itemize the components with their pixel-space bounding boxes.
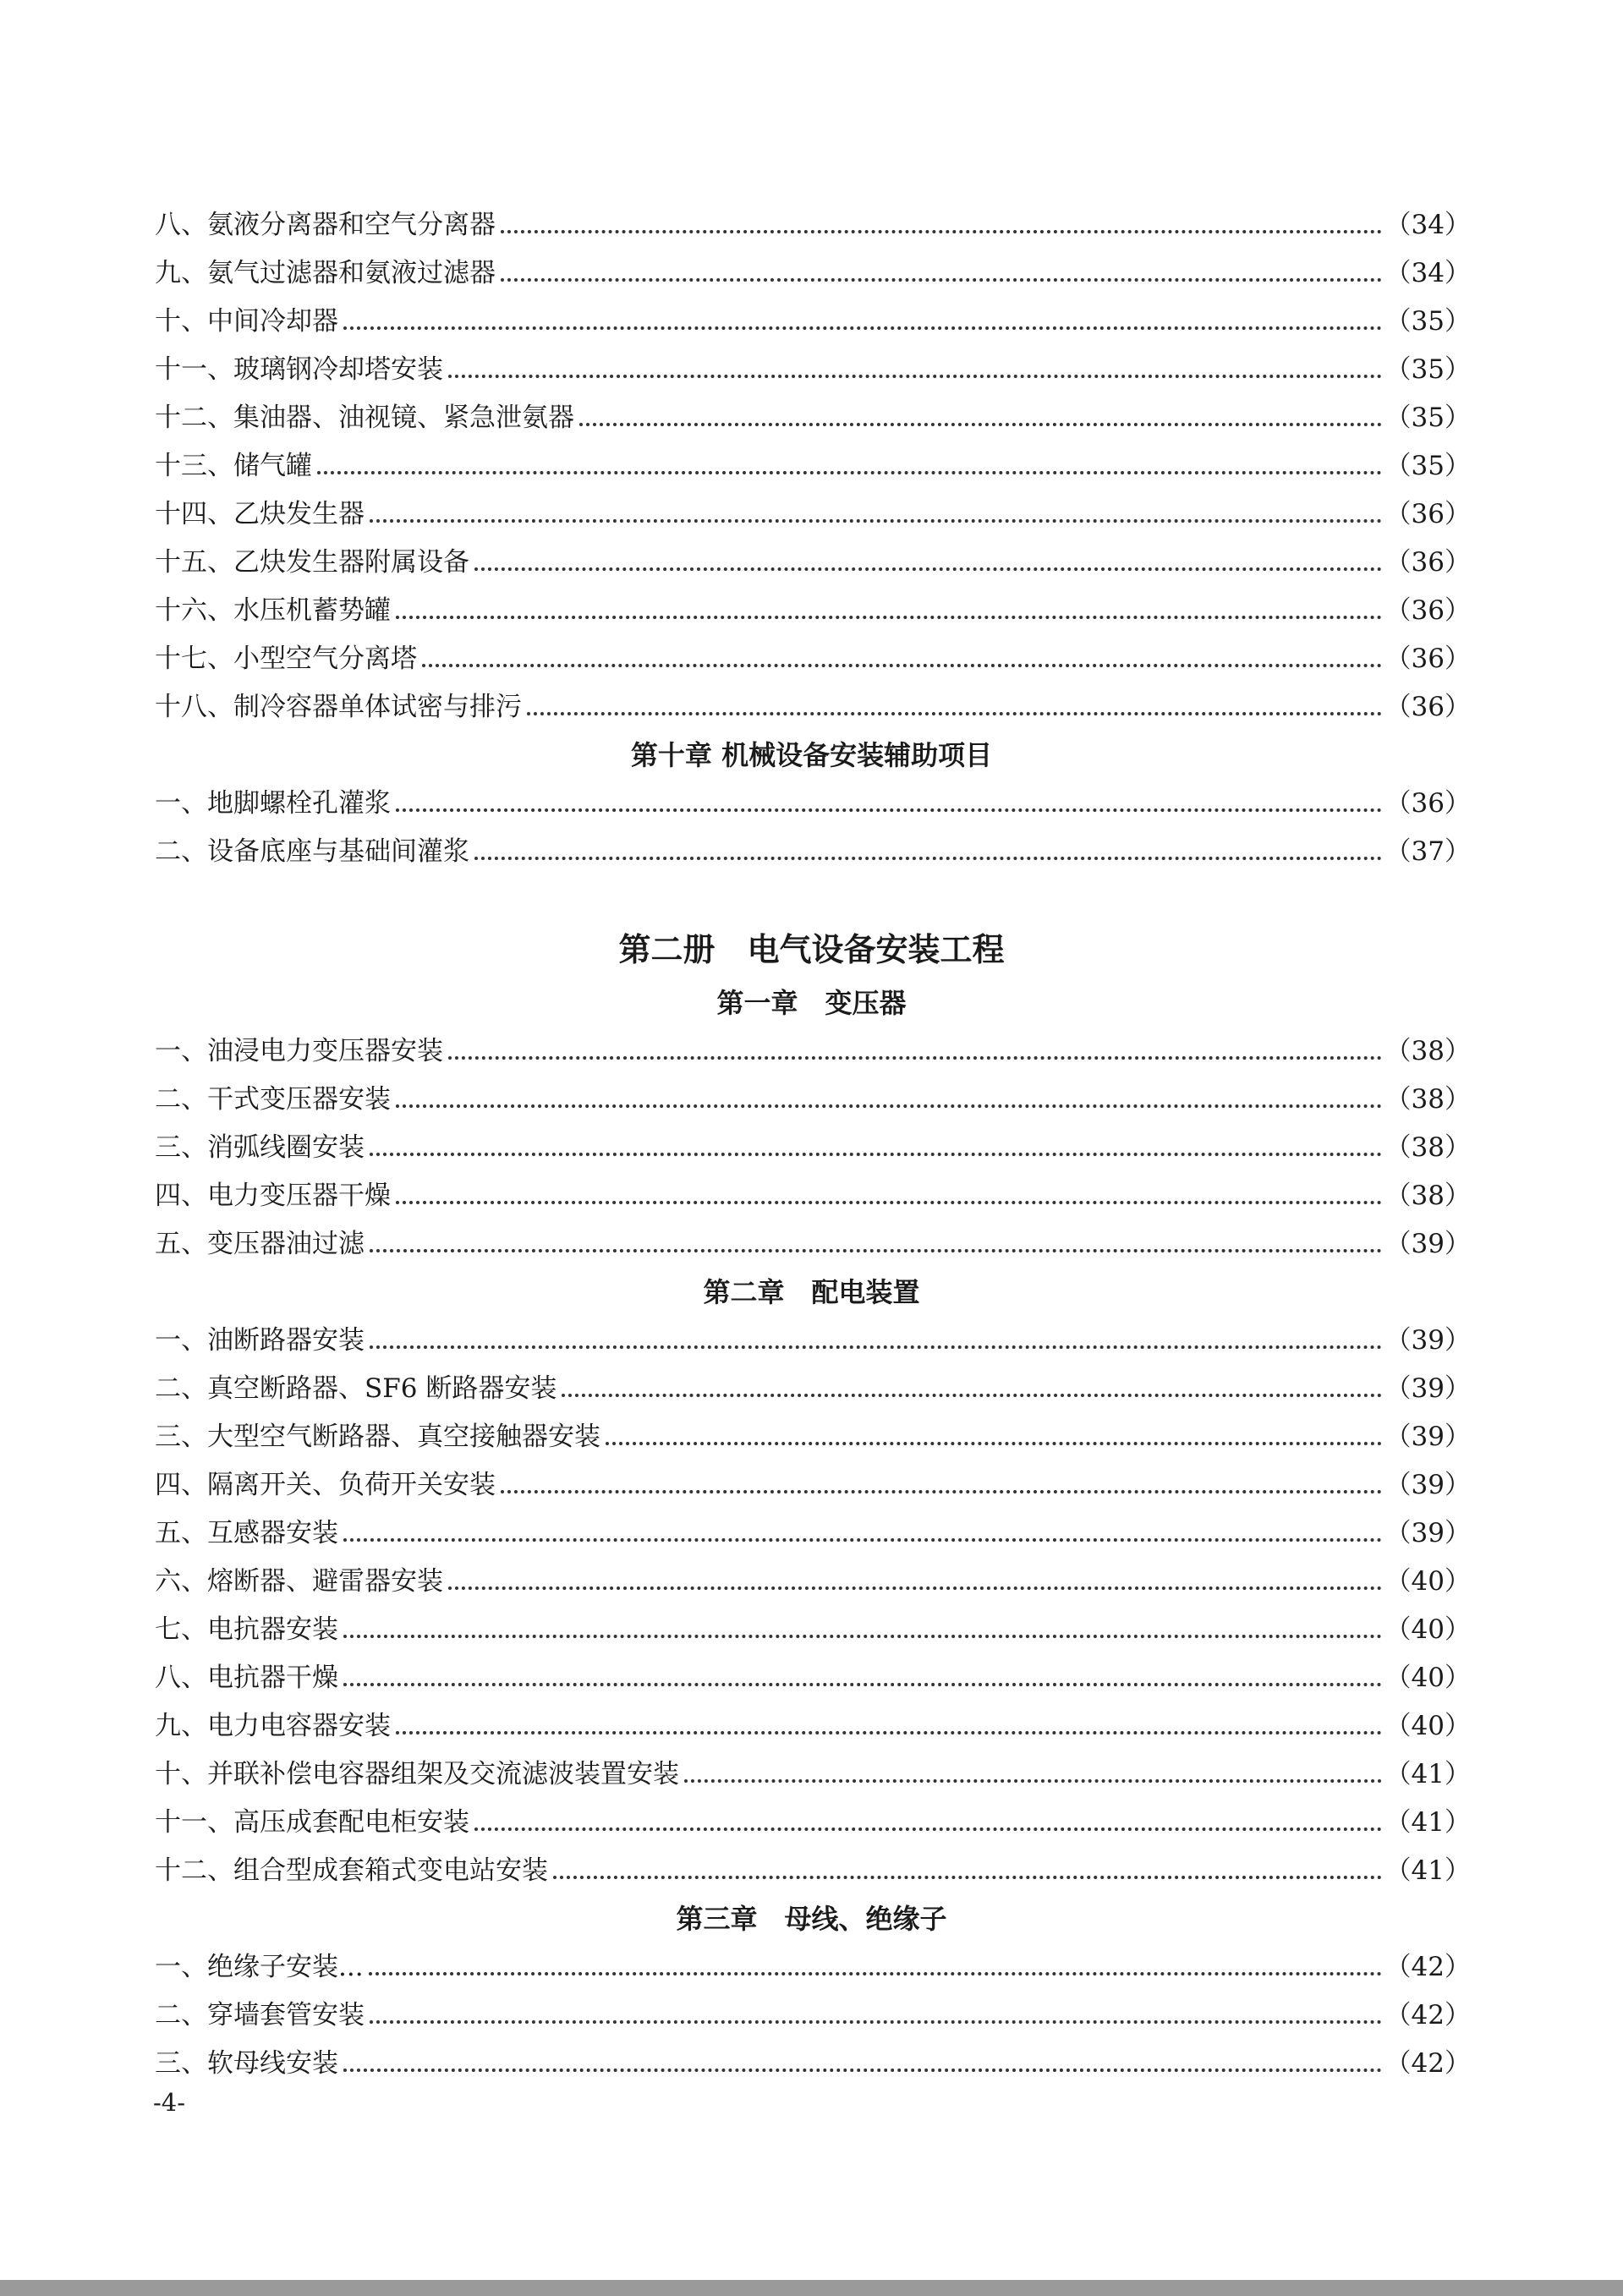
toc-entry: [155, 1368, 1471, 1409]
toc-entry-title: 一、油浸电力变压器安装: [155, 1036, 443, 1066]
toc-entry-page: （42）: [1384, 2048, 1471, 2079]
toc-entry-page: （38）: [1384, 1181, 1471, 1211]
toc-leader-dots: [562, 1394, 1381, 1397]
toc-entry-title: 十六、水压机蓄势罐: [155, 595, 391, 626]
toc-leader-dots: [343, 2069, 1382, 2072]
toc-entry-page: （39）: [1384, 1470, 1471, 1500]
toc-entry-title: 十五、乙炔发生器附属设备: [155, 547, 469, 578]
toc-entry: [155, 1850, 1471, 1891]
toc-entry: [155, 1465, 1471, 1505]
toc-entry: [155, 2043, 1471, 2084]
toc-leader-dots: [396, 616, 1382, 619]
toc-leader-dots: [501, 278, 1382, 282]
toc-leader-dots: [448, 1586, 1382, 1590]
toc-leader-dots: [396, 808, 1382, 812]
page-number: -4-: [153, 2088, 186, 2117]
toc-entry-title: 九、氨气过滤器和氨液过滤器: [155, 258, 496, 288]
toc-entry-page: （38）: [1384, 1132, 1471, 1163]
toc-entry: [155, 1175, 1471, 1216]
toc-entry: [155, 1320, 1471, 1361]
toc-leader-dots: [527, 712, 1382, 715]
toc-entry-title: 一、油断路器安装: [155, 1325, 365, 1356]
toc-entry: [155, 301, 1471, 342]
toc-leader-dots: [474, 1827, 1382, 1831]
toc-entry-page: （40）: [1384, 1663, 1471, 1693]
toc-entry-page: （35）: [1384, 306, 1471, 337]
toc-entry: [155, 638, 1471, 679]
toc-entry-page: （40）: [1384, 1614, 1471, 1645]
toc-entry-title: 二、设备底座与基础间灌浆: [155, 836, 469, 867]
toc-entry: [155, 1031, 1471, 1071]
toc-entry-page: （39）: [1384, 1229, 1471, 1259]
toc-entry-title: 五、变压器油过滤: [155, 1229, 365, 1259]
toc-entry: [155, 831, 1471, 872]
toc-entry-title: 二、干式变压器安装: [155, 1084, 391, 1115]
toc-entry-page: （36）: [1384, 595, 1471, 626]
toc-leader-dots: [396, 1104, 1382, 1108]
toc-leader-dots: [422, 664, 1382, 667]
chapter-heading: 第十章 机械设备安装辅助项目: [630, 739, 993, 771]
toc-entry-title: 八、电抗器干燥: [155, 1663, 338, 1693]
toc-entry-title: 七、电抗器安装: [155, 1614, 338, 1645]
toc-entry-page: （39）: [1384, 1325, 1471, 1356]
toc-entry-title: 一、地脚螺栓孔灌浆: [155, 788, 391, 819]
toc-entry-page: （41）: [1384, 1759, 1471, 1789]
toc-entry-page: （42）: [1384, 1952, 1471, 1982]
toc-entry: [155, 1802, 1471, 1843]
toc-leader-dots: [501, 1490, 1382, 1493]
toc-entry-title: 二、真空断路器、SF6 断路器安装: [155, 1373, 557, 1404]
toc-entry-title: 九、电力电容器安装: [155, 1711, 391, 1741]
toc-entry-page: （40）: [1384, 1711, 1471, 1741]
toc-entry: [155, 783, 1471, 824]
toc-entry-title: 十二、组合型成套箱式变电站安装: [155, 1855, 548, 1886]
toc-entry-title: 三、消弧线圈安装: [155, 1132, 365, 1163]
toc-leader-dots: [343, 326, 1382, 330]
toc-leader-dots: [369, 1972, 1382, 1975]
toc-entry-page: （37）: [1384, 836, 1471, 867]
toc-entry: [155, 205, 1471, 245]
toc-entry-title: 五、互感器安装: [155, 1518, 338, 1548]
toc-entry-title: 二、穿墙套管安装: [155, 2000, 365, 2030]
toc-entry-page: （36）: [1384, 692, 1471, 722]
toc-entry-page: （34）: [1384, 258, 1471, 288]
toc-entry-page: （36）: [1384, 788, 1471, 819]
volume-heading: 第二册 电气设备安装工程: [618, 930, 1005, 968]
toc-entry: [155, 1947, 1471, 1987]
toc-leader-dots: [317, 471, 1382, 474]
toc-entry-page: （35）: [1384, 354, 1471, 385]
toc-entry-title: 十一、高压成套配电柜安装: [155, 1807, 469, 1838]
toc-entry-title: 十八、制冷容器单体试密与排污: [155, 692, 522, 722]
toc-entry-title: 十四、乙炔发生器: [155, 499, 365, 529]
toc-leader-dots: [448, 375, 1382, 378]
toc-entry-title: 十三、储气罐: [155, 451, 312, 481]
toc-entry: [155, 1417, 1471, 1457]
toc-entry: [155, 1513, 1471, 1553]
toc-entry: [155, 1561, 1471, 1602]
toc-leader-dots: [343, 1683, 1382, 1686]
toc-leader-dots: [370, 1345, 1382, 1349]
toc-leader-dots: [579, 423, 1382, 426]
toc-entry: [155, 1706, 1471, 1746]
toc-leader-dots: [370, 1249, 1382, 1252]
toc-entry: [155, 1754, 1471, 1795]
toc-entry-title: 十七、小型空气分离塔: [155, 644, 417, 674]
toc-entry-page: （35）: [1384, 403, 1471, 433]
toc-entry-title: 十、并联补偿电容器组架及交流滤波装置安装: [155, 1759, 679, 1789]
toc-entry-page: （36）: [1384, 547, 1471, 578]
toc-leader-dots: [448, 1056, 1382, 1060]
toc-leader-dots: [396, 1731, 1382, 1734]
toc-entry-title: 三、大型空气断路器、真空接触器安装: [155, 1422, 600, 1452]
toc-leader-dots: [553, 1876, 1382, 1879]
scan-bottom-edge: [0, 2280, 1623, 2296]
toc-entry: [155, 253, 1471, 293]
toc-entry-page: （35）: [1384, 451, 1471, 481]
toc-entry: [155, 687, 1471, 727]
toc-entry: [155, 1995, 1471, 2036]
toc-leader-dots: [474, 857, 1382, 860]
toc-entry-page: （41）: [1384, 1855, 1471, 1886]
toc-entry: [155, 349, 1471, 390]
toc-entry-page: （42）: [1384, 2000, 1471, 2030]
toc-entry: [155, 1224, 1471, 1264]
toc-entry-page: （39）: [1384, 1422, 1471, 1452]
toc-entry-title: 八、氨液分离器和空气分离器: [155, 210, 496, 240]
chapter-heading: 第三章 母线、绝缘子: [676, 1903, 947, 1935]
toc-entry-title: 六、熔断器、避雷器安装: [155, 1566, 443, 1597]
toc-leader-dots: [474, 567, 1382, 571]
toc-leader-dots: [370, 519, 1382, 523]
toc-entry: [155, 397, 1471, 438]
toc-leader-dots: [396, 1201, 1382, 1204]
toc-entry-page: （39）: [1384, 1518, 1471, 1548]
toc-leader-dots: [606, 1442, 1382, 1445]
toc-entry-title: 四、隔离开关、负荷开关安装: [155, 1470, 496, 1500]
toc-entry-page: （40）: [1384, 1566, 1471, 1597]
toc-entry-title: 一、绝缘子安装...: [155, 1952, 364, 1982]
toc-leader-dots: [684, 1779, 1382, 1783]
toc-entry-page: （38）: [1384, 1084, 1471, 1115]
toc-entry: [155, 1609, 1471, 1650]
toc-entry: [155, 590, 1471, 631]
toc-leader-dots: [370, 2020, 1382, 2024]
toc-entry-title: 十二、集油器、油视镜、紧急泄氨器: [155, 403, 574, 433]
toc-entry: [155, 446, 1471, 486]
toc-entry-page: （36）: [1384, 644, 1471, 674]
toc-leader-dots: [501, 230, 1382, 233]
toc-entry-page: （34）: [1384, 210, 1471, 240]
toc-entry-title: 十、中间冷却器: [155, 306, 338, 337]
chapter-heading: 第一章 变压器: [716, 987, 907, 1019]
toc-entry-page: （36）: [1384, 499, 1471, 529]
toc-leader-dots: [343, 1635, 1382, 1638]
toc-entry: [155, 1079, 1471, 1120]
toc-entry-title: 三、软母线安装: [155, 2048, 338, 2079]
toc-entry: [155, 542, 1471, 583]
toc-leader-dots: [343, 1538, 1382, 1542]
toc-entry-page: （41）: [1384, 1807, 1471, 1838]
toc-entry: [155, 494, 1471, 534]
toc-entry: [155, 1658, 1471, 1698]
toc-entry-page: （38）: [1384, 1036, 1471, 1066]
toc-entry-title: 四、电力变压器干燥: [155, 1181, 391, 1211]
chapter-heading: 第二章 配电装置: [703, 1276, 920, 1308]
toc-entry-page: （39）: [1384, 1373, 1471, 1404]
toc-entry: [155, 1127, 1471, 1168]
toc-leader-dots: [370, 1153, 1382, 1156]
toc-entry-title: 十一、玻璃钢冷却塔安装: [155, 354, 443, 385]
